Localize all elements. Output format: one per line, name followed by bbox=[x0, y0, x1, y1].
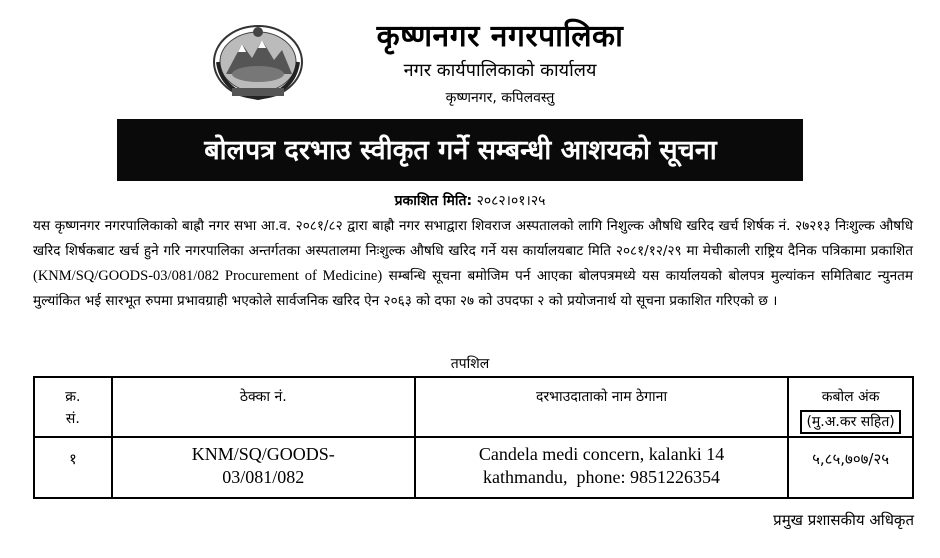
published-date-line bbox=[0, 191, 940, 210]
notice-body bbox=[33, 214, 913, 314]
notice-body-part-1: यस कृष्णनगर नगरपालिकाको बाह्रौ नगर सभा आ.व. २०८१/८२ द्वारा बाह्रौ नगर सभाद्वारा शिवराज अस्पतालको लागि निशुल्क औषधि खरिद खर्च शिर्षक नं. २७२१३ निःशुल्क औषधि खरिद शिर्षकबाट खर्च हुने गरि नगरपालिका अन्तर्गतका अस्पतालमा निःशुल्क औषधि खरिद गर्ने यस कार्यालयबाट मिति २०८१/१२/२९ मा मेचीकाली राष्ट्रिय दैनिक पत्रिकामा प्रकाशित bbox=[33, 218, 913, 259]
published-label: प्रकाशित मिति: bbox=[394, 193, 473, 209]
header-bidder-name-address: दरभाउदाताको नाम ठेगाना bbox=[415, 377, 788, 437]
row-contract-line2: 03/081/082 bbox=[222, 467, 305, 487]
row-bidder-line2: kathmandu, phone: 9851226354 bbox=[483, 467, 721, 487]
procurement-reference: (KNM/SQ/GOODS-03/081/082 Procurement of Medicine) bbox=[33, 268, 383, 284]
header-serial-number bbox=[34, 377, 112, 437]
header-amount-line2: (मु.अ.कर सहित) bbox=[800, 410, 900, 434]
row-serial-number: १ bbox=[34, 437, 112, 498]
bid-table bbox=[33, 376, 914, 499]
office-address: कृष्णनगर, कपिलवस्तु bbox=[445, 90, 555, 106]
published-date: २०८२।०१।२५ bbox=[476, 193, 546, 209]
office-name: नगर कार्यपालिकाको कार्यालय bbox=[403, 60, 597, 81]
notice-body-part-2: सम्बन्धि सूचना बमोजिम पर्न आएका बोलपत्रमध्ये यस कार्यालयको बोलपत्र मुल्यांकन समितिबाट न्युनतम मुल्यांकित भई सारभूत रुपमा प्रभावग्राही भएकोले सार्वजनिक खरिद ऐन २०६३ को दफा २७ को उपदफा २ को प्रयोजनार्थ यो सूचना प्रकाशित गरिएको छ । bbox=[33, 268, 914, 309]
header-sn-line1: क्र. bbox=[65, 389, 81, 405]
header-amount-line1: कबोल अंक bbox=[821, 389, 880, 405]
table-header-row bbox=[34, 377, 913, 437]
row-bid-amount: ५,८५,७०७/२५ bbox=[788, 437, 913, 498]
row-bidder-line1: Candela medi concern, kalanki 14 bbox=[478, 444, 725, 464]
header-contract-number: ठेक्का नं. bbox=[112, 377, 415, 437]
header-bid-amount bbox=[788, 377, 913, 437]
row-contract-number bbox=[112, 437, 415, 498]
schedule-label: तपशिल bbox=[450, 356, 490, 372]
header-sn-line2: सं. bbox=[65, 411, 80, 427]
signatory-title: प्रमुख प्रशासकीय अधिकृत bbox=[773, 511, 914, 529]
row-contract-line1: KNM/SQ/GOODS- bbox=[191, 444, 335, 464]
row-bidder bbox=[415, 437, 788, 498]
organization-name: कृष्णनगर नगरपालिका bbox=[376, 19, 624, 54]
table-row bbox=[34, 437, 913, 498]
notice-title: बोलपत्र दरभाउ स्वीकृत गर्ने सम्बन्धी आशयको सूचना bbox=[204, 135, 717, 166]
